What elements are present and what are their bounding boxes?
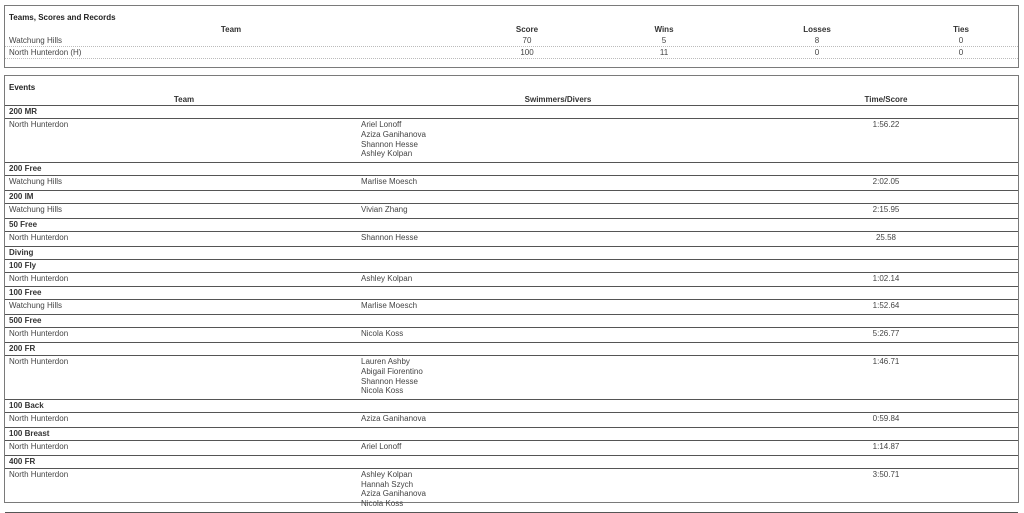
event-result-row — [5, 176, 1018, 191]
event-time: 5:26.77 — [872, 329, 900, 339]
event-time: 2:15.95 — [872, 204, 900, 214]
event-title: 100 Free — [5, 287, 1018, 300]
row-score: 70 — [522, 36, 532, 45]
event-result-row — [5, 413, 1018, 428]
event-result-row — [5, 232, 1018, 247]
row-wins: 5 — [661, 36, 667, 45]
row-team: North Hunterdon (H) — [9, 48, 82, 57]
event-team: North Hunterdon — [9, 414, 69, 424]
event-result-row — [5, 469, 1018, 513]
event-team: North Hunterdon — [9, 469, 69, 479]
swimmer-name: Hannah Szych — [361, 479, 414, 489]
event-swimmers — [361, 357, 423, 396]
row-losses: 0 — [814, 48, 820, 57]
event-swimmers — [361, 442, 401, 452]
event-time: 1:56.22 — [872, 120, 900, 129]
score-col-team: Team — [220, 25, 242, 34]
event-title: Diving — [5, 247, 1018, 260]
event-col-time: Time/Score — [864, 95, 908, 104]
event-result-row — [5, 300, 1018, 315]
swimmer-name: Shannon Hesse — [361, 376, 418, 386]
event-swimmers — [361, 177, 417, 187]
event-result-row — [5, 273, 1018, 288]
swimmer-name: Vivian Zhang — [361, 204, 408, 214]
row-ties: 0 — [958, 48, 964, 57]
events-header-row — [5, 94, 1018, 106]
event-swimmers — [361, 233, 418, 243]
event-time: 2:02.05 — [872, 177, 900, 187]
event-title: 200 IM — [5, 191, 1018, 204]
event-result-row — [5, 119, 1018, 163]
swimmer-name: Aziza Ganihanova — [361, 414, 426, 424]
event-col-swimmers: Swimmers/Divers — [524, 95, 592, 104]
event-team: North Hunterdon — [9, 232, 69, 242]
swimmer-name: Ashley Kolpan — [361, 469, 413, 479]
swimmer-name: Nicola Koss — [361, 499, 404, 509]
score-col-ties: Ties — [953, 25, 969, 34]
scores-header-row — [5, 24, 1018, 35]
event-team: Watchung Hills — [9, 204, 63, 214]
event-title: 100 Fly — [5, 260, 1018, 273]
scores-panel-title: Teams, Scores and Records — [9, 13, 116, 22]
score-col-score: Score — [515, 25, 539, 34]
event-result-row — [5, 441, 1018, 456]
swimmer-name: Shannon Hesse — [361, 139, 418, 149]
event-swimmers — [361, 470, 426, 509]
table-row — [5, 47, 1018, 59]
row-wins: 11 — [659, 48, 669, 57]
score-col-wins: Wins — [654, 25, 674, 34]
event-time: 1:02.14 — [872, 273, 900, 283]
swimmer-name: Ashley Kolpan — [361, 149, 413, 159]
event-team: North Hunterdon — [9, 273, 69, 283]
event-swimmers — [361, 301, 417, 311]
event-team: North Hunterdon — [9, 441, 69, 451]
event-team: North Hunterdon — [9, 356, 69, 366]
swimmer-name: Nicola Koss — [361, 329, 404, 339]
event-team: North Hunterdon — [9, 120, 69, 129]
event-title: 50 Free — [5, 219, 1018, 232]
swimmer-name: Ariel Lonoff — [361, 441, 402, 451]
row-losses: 8 — [814, 36, 820, 45]
event-team: North Hunterdon — [9, 329, 69, 339]
row-ties: 0 — [958, 36, 964, 45]
swimmer-name: Aziza Ganihanova — [361, 129, 426, 139]
row-score: 100 — [520, 48, 534, 57]
events-panel-title: Events — [9, 83, 36, 92]
swimmer-name: Shannon Hesse — [361, 232, 418, 242]
swimmer-name: Marlise Moesch — [361, 177, 418, 187]
event-result-row — [5, 328, 1018, 343]
event-time: 1:46.71 — [872, 356, 900, 366]
event-time: 25.58 — [875, 232, 897, 242]
event-title: 500 Free — [5, 315, 1018, 328]
event-result-row — [5, 204, 1018, 219]
event-title: 200 MR — [5, 106, 1018, 119]
event-title: 100 Back — [5, 400, 1018, 413]
event-swimmers — [361, 120, 426, 159]
event-team: Watchung Hills — [9, 301, 63, 311]
event-time: 0:59.84 — [872, 414, 900, 424]
event-swimmers — [361, 205, 408, 215]
swimmer-name: Lauren Ashby — [361, 356, 410, 366]
event-team: Watchung Hills — [9, 177, 63, 187]
swimmer-name: Aziza Ganihanova — [361, 489, 426, 499]
event-title: 200 FR — [5, 343, 1018, 356]
event-col-team: Team — [173, 95, 195, 104]
swimmer-name: Abigail Fiorentino — [361, 366, 423, 376]
events-panel — [4, 75, 1019, 509]
event-swimmers — [361, 274, 412, 284]
events-list — [5, 106, 1018, 513]
event-title: 400 FR — [5, 456, 1018, 469]
swimmer-name: Ariel Lonoff — [361, 120, 402, 129]
event-title: 200 Free — [5, 163, 1018, 176]
event-swimmers — [361, 414, 426, 424]
swimmer-name: Ashley Kolpan — [361, 273, 413, 283]
event-time: 1:52.64 — [872, 301, 900, 311]
row-team: Watchung Hills — [9, 36, 63, 45]
event-time: 1:14.87 — [872, 441, 900, 451]
swimmer-name: Nicola Koss — [361, 386, 404, 396]
event-title: 100 Breast — [5, 428, 1018, 441]
table-row — [5, 35, 1018, 47]
event-result-row — [5, 356, 1018, 400]
score-col-losses: Losses — [803, 25, 831, 34]
event-swimmers — [361, 329, 403, 339]
event-time: 3:50.71 — [872, 469, 900, 479]
swimmer-name: Marlise Moesch — [361, 301, 418, 311]
teams-scores-panel — [4, 5, 1019, 68]
